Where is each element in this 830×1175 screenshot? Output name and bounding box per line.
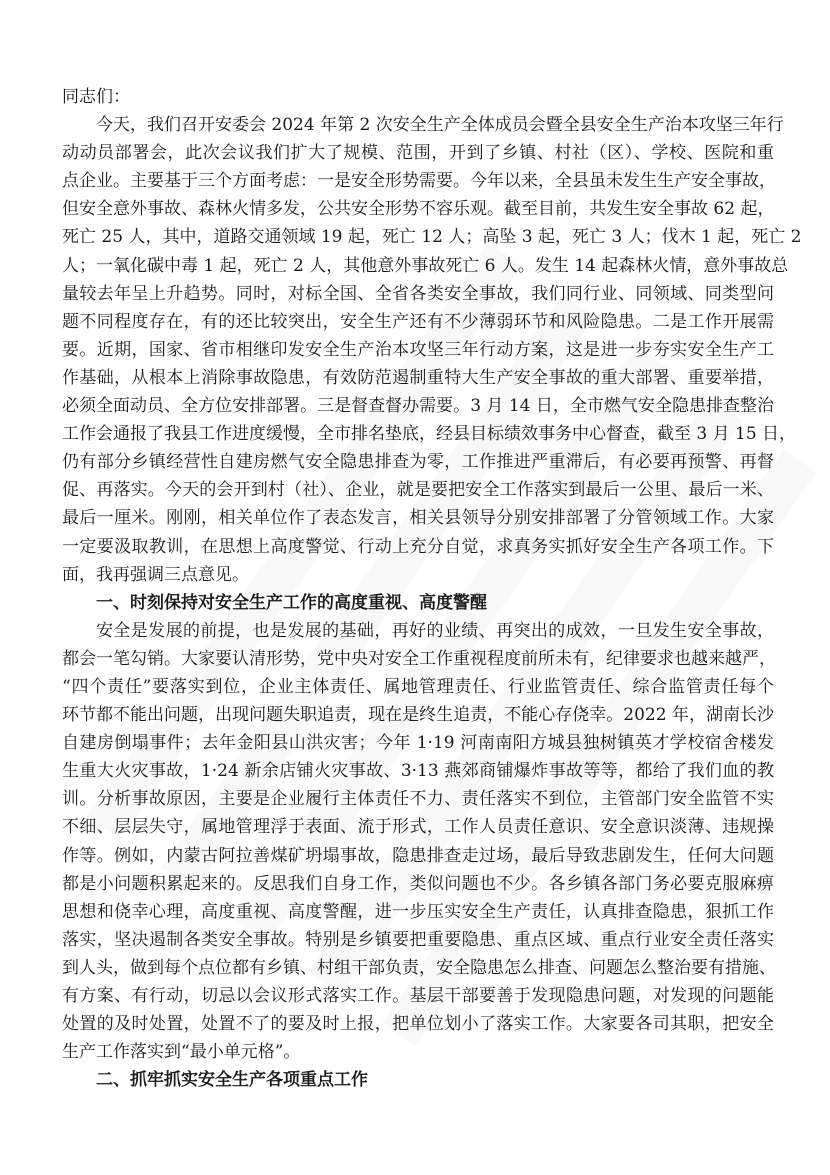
paragraph-line: 有方案、有行动，切忌以会议形式落实工作。基层干部要善于发现隐患问题，对发现的问题能 — [62, 986, 774, 1006]
section-heading: 二、抓牢抓实安全生产各项重点工作 — [96, 1070, 368, 1091]
paragraph-line: 都是小问题积累起来的。反思我们自身工作，类似问题也不少。各乡镇各部门务必要克服麻痹 — [62, 873, 774, 894]
paragraph-line: 自建房倒塌事件；去年金阳县山洪灾害；今年 1·19 河南南阳方城县独树镇英才学校宿舍楼发 — [62, 733, 774, 754]
paragraph-line: 要。近期，国家、省市相继印发安全生产治本攻坚三年行动方案，这是进一步夯实安全生产工 — [62, 339, 774, 360]
paragraph-line: 今天，我们召开安委会 2024 年第 2 次安全生产全体成员会暨全县安全生产治本攻坚三年行 — [96, 115, 784, 136]
paragraph-line: 到人头，做到每个点位都有乡镇、村组干部负责，安全隐患怎么排查、问题怎么整治要有措施、 — [62, 957, 776, 978]
paragraph-line: 作等。例如，内蒙古阿拉善煤矿坍塌事故，隐患排查走过场，最后导致悲剧发生，任何大问题 — [62, 845, 774, 866]
paragraph-line: 落实，坚决遏制各类安全事故。特别是乡镇要把重要隐患、重点区域、重点行业安全责任落实 — [62, 929, 774, 950]
paragraph-line: 处置的及时处置，处置不了的要及时上报，把单位划小了落实工作。大家要各司其职，把安全 — [62, 1014, 774, 1035]
paragraph-line: “四个责任”要落实到位，企业主体责任、属地管理责任、行业监管责任、综合监管责任每个 — [62, 676, 774, 697]
paragraph-line: 环节都不能出问题，出现问题失职追责，现在是终生追责，不能心存侥幸。2022 年，湖南长沙 — [62, 705, 774, 726]
greeting: 同志们： — [62, 87, 130, 107]
paragraph-line: 人；一氧化碳中毒 1 起，死亡 2 人，其他意外事故死亡 6 人。发生 14 起森林火情，意外事故总 — [62, 255, 789, 276]
paragraph-line: 不细、层层失守，属地管理浮于表面、流于形式，工作人员责任意识、安全意识淡薄、违规操 — [62, 817, 774, 838]
document-page — [62, 83, 802, 1094]
paragraph-line: 作基础，从根本上消除事故隐患，有效防范遏制重特大生产安全事故的重大部署、重要举措， — [62, 367, 774, 388]
paragraph-line: 面，我再强调三点意见。 — [62, 564, 249, 585]
paragraph-line: 促、再落实。今天的会开到村（社）、企业，就是要把安全工作落实到最后一公里、最后一米、 — [62, 480, 774, 501]
paragraph-line: 动动员部署会，此次会议我们扩大了规模、范围，开到了乡镇、村社（区）、学校、医院和重 — [62, 143, 774, 164]
paragraph-line: 题不同程度存在，有的还比较突出，安全生产还有不少薄弱环节和风险隐患。二是工作开展需 — [62, 311, 774, 332]
section-heading: 一、时刻保持对安全生产工作的高度重视、高度警醒 — [96, 592, 487, 613]
paragraph-line: 死亡 25 人，其中，道路交通领域 19 起，死亡 12 人；高坠 3 起，死亡 3 人；伐木 1 起，死亡 2 — [62, 227, 802, 248]
paragraph-line: 量较去年呈上升趋势。同时，对标全国、全省各类安全事故，我们同行业、同领域、同类型问 — [62, 283, 774, 304]
body-paragraph — [62, 111, 802, 589]
paragraph-line: 一定要汲取教训，在思想上高度警觉、行动上充分自觉，求真务实抓好安全生产各项工作。下 — [62, 536, 774, 557]
paragraph-line: 但安全意外事故、森林火情多发，公共安全形势不容乐观。截至目前，共发生安全事故 62 起， — [62, 199, 775, 220]
paragraph-line: 生产工作落实到“最小单元格”。 — [62, 1042, 301, 1063]
paragraph-line: 点企业。主要基于三个方面考虑：一是安全形势需要。今年以来，全县虽未发生生产安全事故， — [62, 171, 776, 192]
paragraph-line: 必须全面动员、全方位安排部署。三是督查督办需要。3 月 14 日，全市燃气安全隐患排查整治 — [62, 396, 774, 417]
body-paragraph — [62, 617, 774, 1067]
paragraph-line: 最后一厘米。刚刚，相关单位作了表态发言，相关县领导分别安排部署了分管领域工作。大家 — [62, 508, 774, 529]
paragraph-line: 安全是发展的前提，也是发展的基础，再好的业绩、再突出的成效，一旦发生安全事故， — [96, 620, 774, 641]
paragraph-line: 生重大火灾事故，1·24 新余店铺火灾事故、3·13 燕郊商铺爆炸事故等等，都给了我们血的教 — [62, 761, 774, 782]
paragraph-line: 工作会通报了我县工作进度缓慢，全市排名垫底，经县目标绩效事务中心督查，截至 3 月 15 日， — [62, 424, 797, 445]
paragraph-line: 仍有部分乡镇经营性自建房燃气安全隐患排查为零，工作推进严重滞后，有必要再预警、再督 — [62, 452, 774, 473]
paragraph-line: 训。分析事故原因，主要是企业履行主体责任不力、责任落实不到位，主管部门安全监管不实 — [62, 789, 774, 810]
paragraph-line: 思想和侥幸心理，高度重视、高度警醒，进一步压实安全生产责任，认真排查隐患，狠抓工作 — [62, 901, 774, 922]
paragraph-line: 都会一笔勾销。大家要认清形势，党中央对安全工作重视程度前所未有，纪律要求也越来越严， — [62, 648, 776, 669]
